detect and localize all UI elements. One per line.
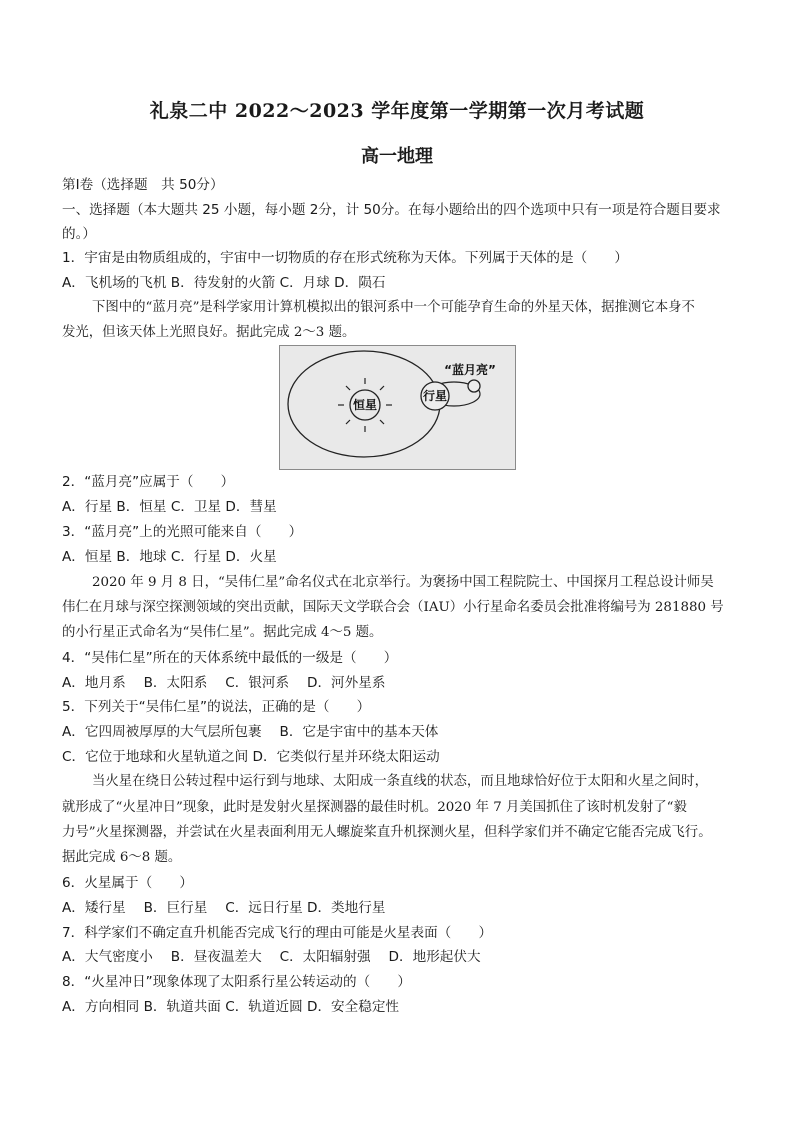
- passage3-line-1: 当火星在绕日公转过程中运行到与地球、太阳成一条直线的状态，而且地球恰好位于太阳和火星之间时，: [92, 774, 708, 789]
- q1-options: A．飞机场的飞机 B．待发射的火箭 C．月球 D．陨石: [62, 275, 386, 291]
- orbit-diagram-svg: [280, 346, 515, 469]
- exam-subject: 高一地理: [361, 146, 433, 167]
- blue-moon-label: “蓝月亮”: [444, 363, 496, 377]
- orbit-diagram: [279, 345, 516, 470]
- q2-stem: 2．“蓝月亮”应属于（ ）: [62, 474, 235, 490]
- q3-stem: 3．“蓝月亮”上的光照可能来自（ ）: [62, 524, 303, 540]
- q8-options: A．方向相同 B．轨道共面 C．轨道近圆 D．安全稳定性: [62, 999, 400, 1015]
- passage1-line-1: 下图中的“蓝月亮”是科学家用计算机模拟出的银河系中一个可能孕育生命的外星天体，据推测它本身不: [92, 300, 695, 315]
- exam-title: 礼泉二中 2022～2023 学年度第一学期第一次月考试题: [149, 100, 645, 122]
- q7-stem: 7．科学家们不确定直升机能否完成飞行的理由可能是火星表面（ ）: [62, 925, 493, 941]
- q2-options: A．行星 B．恒星 C．卫星 D．彗星: [62, 499, 277, 515]
- star-label: 恒星: [352, 398, 378, 412]
- planet-label: 行星: [422, 389, 448, 403]
- passage3-line-2: 就形成了“火星冲日”现象，此时是发射火星探测器的最佳时机。2020 年 7 月美国抓住了该时机发射了“毅: [62, 800, 687, 815]
- q8-stem: 8．“火星冲日”现象体现了太阳系行星公转运动的（ ）: [62, 974, 411, 990]
- q3-options: A．恒星 B．地球 C．行星 D．火星: [62, 549, 277, 565]
- q5-options-1: A．它四周被厚厚的大气层所包裹 B．它是宇宙中的基本天体: [62, 724, 439, 740]
- passage3-line-3: 力号”火星探测器，并尝试在火星表面利用无人螺旋桨直升机探测火星，但科学家们并不确定它能否完成飞行。: [62, 825, 712, 840]
- blue-moon-body: [468, 380, 480, 392]
- passage1-line-2: 发光，但该天体上光照良好。据此完成 2～3 题。: [62, 325, 356, 340]
- q7-options: A．大气密度小 B．昼夜温差大 C．太阳辐射强 D．地形起伏大: [62, 949, 481, 965]
- q6-options: A．矮行星 B．巨行星 C．远日行星 D．类地行星: [62, 900, 386, 916]
- q4-options: A．地月系 B．太阳系 C．银河系 D．河外星系: [62, 675, 386, 691]
- volume-heading: 第Ⅰ卷（选择题 共 50分）: [62, 177, 224, 193]
- q5-stem: 5．下列关于“吴伟仁星”的说法，正确的是（ ）: [62, 699, 371, 715]
- q4-stem: 4．“吴伟仁星”所在的天体系统中最低的一级是（ ）: [62, 650, 398, 666]
- passage2-line-3: 的小行星正式命名为“吴伟仁星”。据此完成 4～5 题。: [62, 625, 383, 640]
- passage2-line-1: 2020 年 9 月 8 日，“吴伟仁星”命名仪式在北京举行。为褒扬中国工程院院士、中国探月工程总设计师吴: [92, 575, 714, 590]
- instructions-line-1: 一、选择题（本大题共 25 小题，每小题 2分，计 50分。在每小题给出的四个选项中只有一项是符合题目要求: [62, 202, 721, 218]
- instructions-line-2: 的。）: [62, 226, 96, 242]
- q1-stem: 1．宇宙是由物质组成的，宇宙中一切物质的存在形式统称为天体。下列属于天体的是（ ）: [62, 250, 628, 266]
- q6-stem: 6．火星属于（ ）: [62, 875, 193, 891]
- passage3-line-4: 据此完成 6～8 题。: [62, 850, 182, 865]
- q5-options-2: C．它位于地球和火星轨道之间 D．它类似行星并环绕太阳运动: [62, 749, 440, 765]
- passage2-line-2: 伟仁在月球与深空探测领域的突出贡献，国际天文学联合会（IAU）小行星命名委员会批准将编号为 281880 号: [62, 600, 724, 615]
